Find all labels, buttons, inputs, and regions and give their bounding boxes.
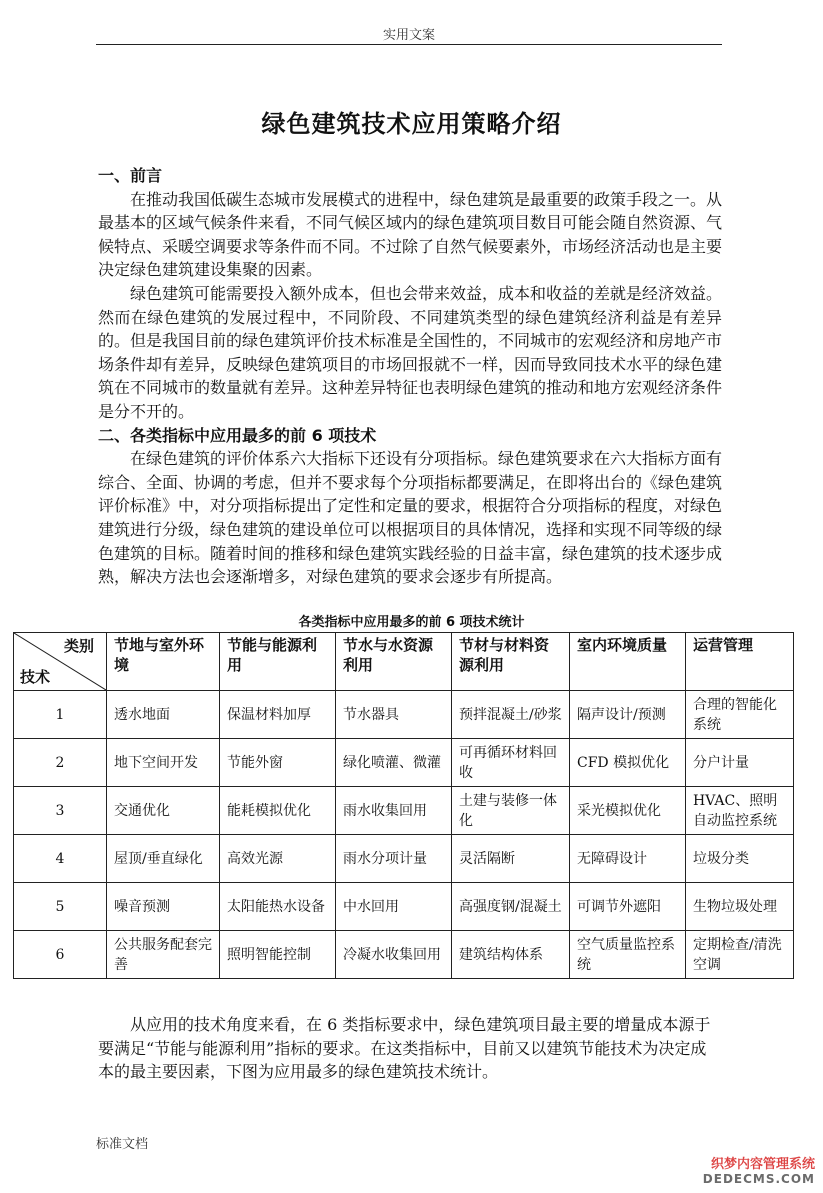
- table-row: [14, 691, 794, 739]
- table-cell: 无障碍设计: [570, 835, 686, 883]
- table-cell: 雨水分项计量: [336, 835, 452, 883]
- table-corner-cell: [14, 633, 107, 691]
- section-heading-preface: 一、前言: [98, 166, 163, 185]
- table-cell: 保温材料加厚: [220, 691, 336, 739]
- column-header: 室内环境质量: [570, 633, 686, 691]
- table-cell: 灵活隔断: [452, 835, 570, 883]
- table-row: [14, 739, 794, 787]
- table-cell: 照明智能控制: [220, 931, 336, 979]
- table-cell: CFD 模拟优化: [570, 739, 686, 787]
- table-cell: 公共服务配套完善: [107, 931, 220, 979]
- table-cell: 太阳能热水设备: [220, 883, 336, 931]
- column-header: 节地与室外环境: [107, 633, 220, 691]
- column-header: 节材与材料资源利用: [452, 633, 570, 691]
- table-cell: 预拌混凝土/砂浆: [452, 691, 570, 739]
- row-number: 2: [14, 739, 107, 787]
- table-cell: 定期检查/清洗空调: [686, 931, 794, 979]
- table-row: [14, 835, 794, 883]
- document-title: 绿色建筑技术应用策略介绍: [261, 110, 562, 138]
- document-body: [98, 164, 722, 589]
- column-header: 运营管理: [686, 633, 794, 691]
- table-cell: 可调节外遮阳: [570, 883, 686, 931]
- table-cell: 可再循环材料回收: [452, 739, 570, 787]
- row-number: 3: [14, 787, 107, 835]
- table-cell: 地下空间开发: [107, 739, 220, 787]
- table-cell: 雨水收集回用: [336, 787, 452, 835]
- row-number: 4: [14, 835, 107, 883]
- table-caption: 各类指标中应用最多的前 6 项技术统计: [298, 615, 525, 630]
- watermark-line-1: 织梦内容管理系统: [710, 1157, 815, 1172]
- preface-paragraph-1: 在推动我国低碳生态城市发展模式的进程中，绿色建筑是最重要的政策手段之一。从最基本的区域气候条件来看，不同气候区域内的绿色建筑项目数目可能会随自然资源、气候特点、采暖空调要求等条件而不同。不过除了自然气候要素外，市场经济活动也是主要决定绿色建筑建设集聚的因素。: [98, 189, 723, 280]
- table-cell: 生物垃圾处理: [686, 883, 794, 931]
- table-cell: 空气质量监控系统: [570, 931, 686, 979]
- table-header-row: [14, 633, 794, 691]
- row-number: 6: [14, 931, 107, 979]
- technology-table: [13, 632, 794, 979]
- row-number: 1: [14, 691, 107, 739]
- top6-paragraph-1: 在绿色建筑的评价体系六大指标下还设有分项指标。绿色建筑要求在六大指标方面有综合、全面、协调的考虑，但并不要求每个分项指标都要满足，在即将出台的《绿色建筑评价标准》中，对分项指标提出了定性和定量的要求，根据符合分项指标的程度，对绿色建筑进行分级，绿色建筑的建设单位可以根据项目的具体情况，选择和实现不同等级的绿色建筑的目标。随着时间的推移和绿色建筑实践经验的日益丰富，绿色建筑的技术逐步成熟，解决方法也会逐渐增多，对绿色建筑的要求会逐步有所提高。: [98, 449, 723, 587]
- column-header: 节水与水资源利用: [336, 633, 452, 691]
- column-header: 节能与能源利用: [220, 633, 336, 691]
- section-heading-top6: 二、各类指标中应用最多的前 6 项技术: [98, 425, 377, 445]
- table-row: [14, 931, 794, 979]
- table-cell: 分户计量: [686, 739, 794, 787]
- table-cell: HVAC、照明自动监控系统: [686, 787, 794, 835]
- preface-paragraph-2: 绿色建筑可能需要投入额外成本，但也会带来效益，成本和收益的差就是经济效益。然而在绿色建筑的发展过程中，不同阶段、不同建筑类型的绿色建筑经济利益是有差异的。但是我国目前的绿色建筑评价技术标准是全国性的，不同城市的宏观经济和房地产市场条件却有差异，反映绿色建筑项目的市场回报就不一样，因而导致同技术水平的绿色建筑在不同城市的数量就有差异。这种差异特征也表明绿色建筑的推动和地方宏观经济条件是分不开的。: [98, 283, 723, 421]
- table-cell: 节水器具: [336, 691, 452, 739]
- watermark-line-2: DEDECMS.COM: [702, 1172, 815, 1186]
- page-header: 实用文案: [382, 28, 435, 43]
- table-cell: 高强度钢/混凝土: [452, 883, 570, 931]
- table-row: [14, 787, 794, 835]
- closing-paragraph: 从应用的技术角度来看，在 6 类指标要求中，绿色建筑项目最主要的增量成本源于要满足“节能与能源利用”指标的要求。在这类指标中，目前又以建筑节能技术为决定成本的最主要因素，下图为应用最多的绿色建筑技术统计。: [98, 1015, 711, 1082]
- table-cell: 节能外窗: [220, 739, 336, 787]
- table-cell: 土建与装修一体化: [452, 787, 570, 835]
- corner-category-label: 类别: [63, 637, 94, 655]
- header-rule: [96, 44, 722, 45]
- table-cell: 能耗模拟优化: [220, 787, 336, 835]
- table-cell: 垃圾分类: [686, 835, 794, 883]
- table-cell: 冷凝水收集回用: [336, 931, 452, 979]
- table-cell: 屋顶/垂直绿化: [107, 835, 220, 883]
- table-cell: 建筑结构体系: [452, 931, 570, 979]
- corner-technique-label: 技术: [20, 668, 51, 686]
- row-number: 5: [14, 883, 107, 931]
- table-cell: 高效光源: [220, 835, 336, 883]
- table-cell: 中水回用: [336, 883, 452, 931]
- table-cell: 绿化喷灌、微灌: [336, 739, 452, 787]
- table-cell: 噪音预测: [107, 883, 220, 931]
- table-cell: 交通优化: [107, 787, 220, 835]
- table-cell: 合理的智能化系统: [686, 691, 794, 739]
- page-footer: 标准文档: [96, 1137, 149, 1152]
- table-cell: 隔声设计/预测: [570, 691, 686, 739]
- table-row: [14, 883, 794, 931]
- table-cell: 透水地面: [107, 691, 220, 739]
- site-watermark: [703, 1157, 815, 1187]
- table-cell: 采光模拟优化: [570, 787, 686, 835]
